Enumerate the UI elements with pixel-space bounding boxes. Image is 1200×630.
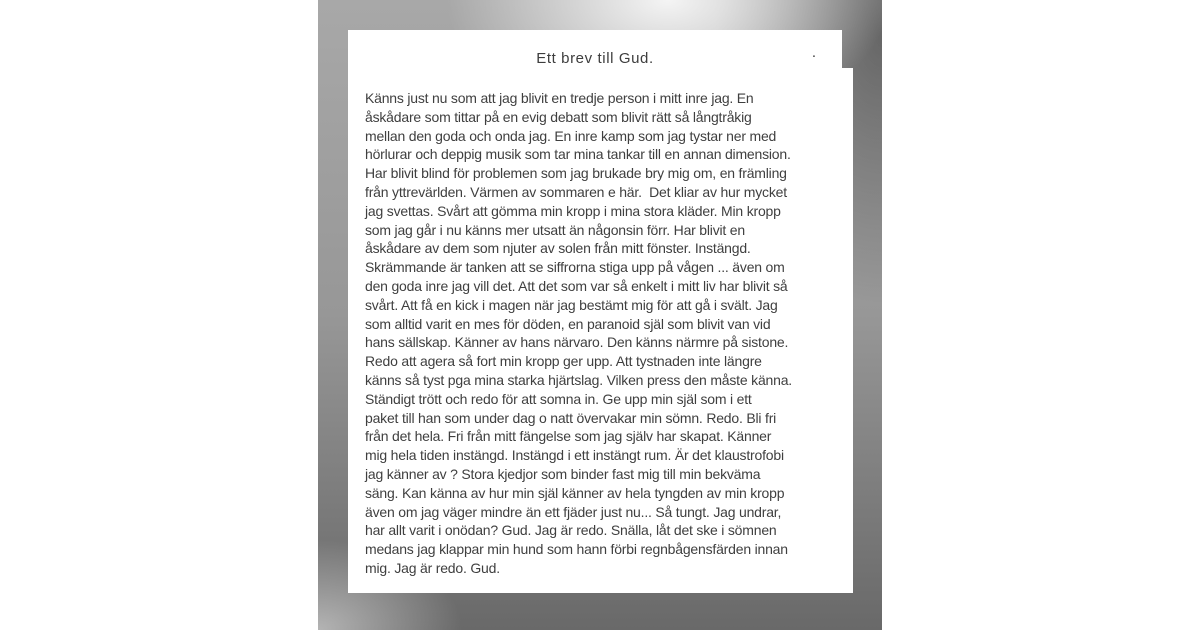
letter-title: Ett brev till Gud. bbox=[536, 50, 654, 67]
letter-line: svårt. Att få en kick i magen när jag bestämt mig för att gå i svält. Jag bbox=[365, 296, 778, 313]
letter-line: känns så tyst pga mina starka hjärtslag. Vilken press den måste känna. bbox=[365, 371, 792, 388]
letter-line: säng. Kan känna av hur min själ känner av hela tyngden av min kropp bbox=[365, 484, 785, 501]
letter-body-sheet bbox=[348, 68, 853, 593]
letter-line: har allt varit i onödan? Gud. Jag är redo. Snälla, låt det ske i sömnen bbox=[365, 522, 777, 539]
letter-line: som alltid varit en mes för döden, en paranoid själ som blivit van vid bbox=[365, 315, 771, 332]
letter-line: hans sällskap. Känner av hans närvaro. Den känns närmre på sistone. bbox=[365, 334, 789, 351]
letter-line: från det hela. Fri från mitt fängelse som jag själv har skapat. Känner bbox=[365, 428, 772, 445]
letter-line: medans jag klappar min hund som hann förbi regnbågensfärden innan bbox=[365, 541, 788, 558]
stray-period-mark: . bbox=[811, 44, 816, 61]
letter-line: åskådare som tittar på en evig debatt som blivit rätt så långtråkig bbox=[365, 108, 752, 125]
letter-line: åskådare av dem som njuter av solen från mitt fönster. Instängd. bbox=[365, 240, 751, 257]
letter-body bbox=[365, 89, 845, 578]
letter-line: Ständigt trött och redo för att somna in. Ge upp min själ som i ett bbox=[365, 390, 752, 407]
letter-line: som jag går i nu känns mer utsatt än någonsin förr. Har blivit en bbox=[365, 221, 745, 238]
letter-line: jag svettas. Svårt att gömma min kropp i mina stora kläder. Min kropp bbox=[365, 202, 781, 219]
letter-line: mig. Jag är redo. Gud. bbox=[365, 559, 500, 576]
letter-line: Skrämmande är tanken att se siffrorna stiga upp på vågen ... även om bbox=[365, 259, 785, 276]
letter-line: Känns just nu som att jag blivit en tredje person i mitt inre jag. En bbox=[365, 90, 754, 106]
letter-line: mig hela tiden instängd. Instängd i ett instängt rum. Är det klaustrofobi bbox=[365, 447, 784, 464]
gray-gradient-backdrop bbox=[318, 0, 882, 630]
letter-line: Har blivit blind för problemen som jag brukade bry mig om, en främling bbox=[365, 165, 787, 182]
letter-line: paket till han som under dag o natt övervakar min sömn. Redo. Bli fri bbox=[365, 409, 777, 426]
letter-line: även om jag väger mindre än ett fjäder just nu... Så tungt. Jag undrar, bbox=[365, 503, 782, 520]
letter-line: mellan den goda och onda jag. En inre kamp som jag tystar ner med bbox=[365, 127, 777, 144]
letter-line: jag känner av ? Stora kjedjor som binder fast mig till min bekväma bbox=[365, 465, 761, 482]
letter-line: från yttrevärlden. Värmen av sommaren e här. Det kliar av hur mycket bbox=[365, 183, 787, 200]
letter-line: den goda inre jag vill det. Att det som var så enkelt i mitt liv har blivit så bbox=[365, 277, 788, 294]
letter-line: hörlurar och deppig musik som tar mina tankar till en annan dimension. bbox=[365, 146, 791, 163]
letter-line: Redo att agera så fort min kropp ger upp. Att tystnaden inte längre bbox=[365, 353, 762, 370]
